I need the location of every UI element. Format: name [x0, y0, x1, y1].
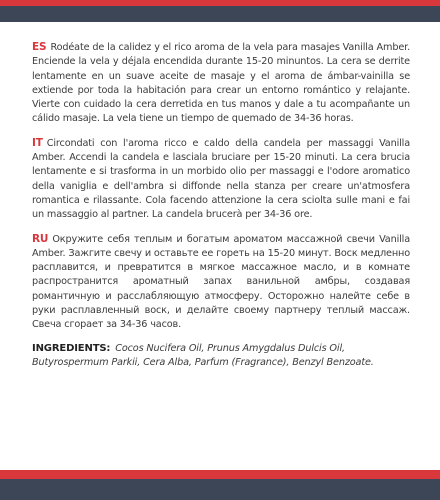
bottom-red-stripe	[0, 470, 440, 479]
language-code-it: IT	[32, 136, 43, 149]
paragraph-text-ru: Окружите себя теплым и богатым ароматом массажной свечи Vanilla Amber. Зажгите свечу и оставьте ее гореть на 15-20 минут. Воск медленно расплавится, и превратится в мягкое массажное масло, и в комнате распространится ароматный запах ванильной амбры, создавая романтичную и расслабляющую атмосферу. Осторожно налейте себе в руки расплавленный воск, и делайте своему партнеру теплый массаж. Свеча сгорает за 34-36 часов.	[32, 233, 410, 331]
language-code-ru: RU	[32, 232, 49, 245]
top-navy-band	[0, 6, 440, 22]
paragraph-text-it: Circondati con l'aroma ricco e caldo della candela per massaggi Vanilla Amber. Accendi la candela e lasciala bruciare per 15-20 minuti. La cera brucia lentamente e si trasforma in un morbido olio per massaggi e l'odore aromatico della vaniglia e dell'ambra si diffonde nella stanza per creare un'atmosfera romantica e rilassante. Cola facendo attenzione la cera sciolta sulle mani e fai un massaggio al partner. La candela brucerà per 34-36 ore.	[32, 137, 410, 221]
ingredients-label: INGREDIENTS:	[32, 342, 111, 354]
ingredients-list: Cocos Nucifera Oil, Prunus Amygdalus Dulcis Oil, Butyrospermum Parkii, Cera Alba, Parfum (Fragrance), Benzyl Benzoate.	[32, 342, 374, 368]
language-code-es: ES	[32, 41, 47, 53]
paragraph-ru	[32, 232, 410, 333]
paragraph-it	[32, 136, 410, 223]
bottom-navy-band	[0, 479, 440, 500]
paragraph-es	[32, 40, 410, 127]
paragraph-text-es: Rodéate de la calidez y el rico aroma de la vela para masajes Vanilla Amber. Enciende la vela y déjala encendida durante 15-20 minuntos. La cera se derrite lentamente en un suave aceite de masaje y el aroma de ámbar-vainilla se extiende por toda la habitación para crear un entorno romántico y relajante. Vierte con cuidado la cera derretida en tus manos y dale a tu acompañante un cálido masaje. La vela tiene un tiempo de quemado de 34-36 horas.	[32, 42, 410, 125]
ingredients-section	[32, 342, 410, 371]
label-text-block	[32, 40, 410, 370]
